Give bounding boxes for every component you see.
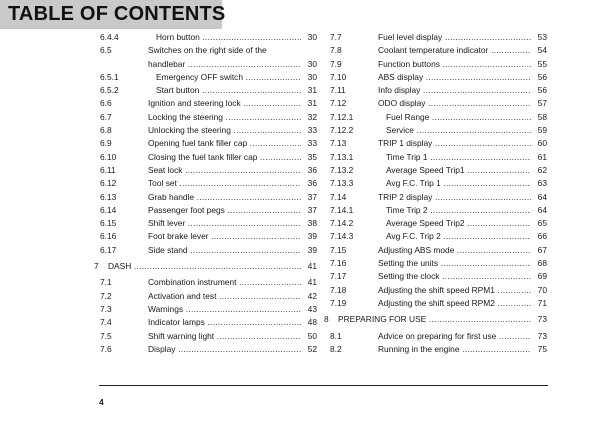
toc-entry[interactable]	[100, 230, 317, 243]
toc-entry-number: 7.13.2	[330, 164, 354, 175]
toc-entry-number: 7.12.1	[330, 111, 354, 122]
toc-entry-page: 41	[307, 276, 317, 289]
toc-entry-page: 31	[307, 84, 317, 97]
toc-entry[interactable]	[330, 31, 547, 44]
toc-entry-page: 68	[537, 257, 547, 270]
toc-entry-title: Time Trip 1 .....	[386, 151, 531, 164]
toc-entry-number: 6.7	[100, 111, 112, 122]
toc-entry-number: 7.14	[330, 191, 347, 202]
toc-entry-number: 6.5.1	[100, 71, 119, 82]
toc-entry-number: 7.18	[330, 284, 347, 295]
toc-entry-number: 7.16	[330, 258, 347, 269]
toc-entry[interactable]	[330, 191, 547, 204]
toc-entry-number: 8	[324, 314, 329, 325]
toc-entry-number: 7.10	[330, 71, 347, 82]
toc-entry-title: Horn button .....	[156, 31, 301, 44]
toc-column-left	[94, 31, 317, 356]
toc-entry-page: 41	[307, 260, 317, 273]
toc-entry[interactable]	[330, 84, 547, 97]
toc-entry[interactable]	[100, 44, 317, 57]
toc-entry[interactable]	[100, 244, 317, 257]
toc-entry[interactable]	[100, 343, 317, 356]
toc-entry-number: 7.5	[100, 330, 112, 341]
toc-entry[interactable]	[330, 257, 547, 270]
toc-entry-number: 6.4.4	[100, 32, 119, 42]
toc-entry[interactable]	[330, 97, 547, 110]
toc-entry-number: 7.3	[100, 303, 112, 314]
toc-entry-title: Tool set .....	[148, 177, 301, 190]
toc-entry[interactable]	[100, 151, 317, 164]
toc-entry-number: 6.10	[100, 151, 117, 162]
toc-entry[interactable]	[100, 111, 317, 124]
toc-entry-number: 7.14.2	[330, 218, 354, 229]
toc-entry-page: 56	[537, 71, 547, 84]
toc-entry-page: 39	[307, 244, 317, 257]
toc-entry-number: 6.13	[100, 191, 117, 202]
toc-entry-title: Adjusting the shift speed RPM1 .....	[378, 284, 531, 297]
page-number: 4	[99, 397, 104, 407]
toc-entry-number: 8.2	[330, 343, 342, 354]
toc-entry-page: 61	[537, 151, 547, 164]
toc-entry-page: 36	[307, 164, 317, 177]
toc-entry-number: 7.9	[330, 58, 342, 69]
toc-entry-number: 6.6	[100, 98, 112, 109]
toc-entry[interactable]	[100, 303, 317, 316]
toc-entry[interactable]	[100, 191, 317, 204]
toc-entry-number: 7.14.1	[330, 204, 354, 215]
toc-entry-number: 7.12.2	[330, 125, 354, 136]
toc-entry-title: Grab handle .....	[148, 191, 301, 204]
toc-entry-page: 30	[307, 58, 317, 71]
toc-entry-title: Ignition and steering lock .....	[148, 97, 301, 110]
toc-entry[interactable]	[330, 330, 547, 343]
toc-entry-number: 6.11	[100, 164, 116, 175]
toc-entry-page: 30	[307, 31, 317, 44]
toc-entry-number: 7.19	[330, 297, 347, 308]
toc-entry[interactable]	[330, 297, 547, 310]
toc-entry[interactable]	[330, 44, 547, 57]
toc-column-right	[324, 31, 547, 356]
toc-entry-number: 6.14	[100, 204, 117, 215]
toc-entry[interactable]	[330, 244, 547, 257]
toc-entry-page: 63	[537, 177, 547, 190]
toc-entry-title: TRIP 1 display .....	[378, 137, 531, 150]
toc-entry-title: Info display .....	[378, 84, 531, 97]
toc-entry-title: TRIP 2 display .....	[378, 191, 531, 204]
toc-entry-page: 39	[307, 230, 317, 243]
toc-entry-title: Adjusting the shift speed RPM2 .....	[378, 297, 531, 310]
toc-entry-number: 6.12	[100, 178, 117, 189]
toc-entry-page: 67	[537, 244, 547, 257]
toc-entry[interactable]	[330, 137, 547, 150]
toc-entry[interactable]	[330, 284, 547, 297]
toc-entry-title: Fuel level display .....	[378, 31, 531, 44]
toc-entry[interactable]	[330, 270, 547, 283]
toc-entry-number: 6.5.2	[100, 85, 119, 96]
toc-entry-page: 31	[307, 97, 317, 110]
toc-entry-number: 8.1	[330, 330, 342, 341]
toc-entry-page: 32	[307, 111, 317, 124]
toc-entry-title: Shift lever .....	[148, 217, 301, 230]
toc-entry-page: 55	[537, 58, 547, 71]
toc-entry-page: 38	[307, 217, 317, 230]
toc-entry-title: ABS display .....	[378, 71, 531, 84]
toc-entry-title: Coolant temperature indicator .....	[378, 44, 531, 57]
toc-entry-page: 70	[537, 284, 547, 297]
toc-entry-page: 30	[307, 71, 317, 84]
toc-entry-page: 33	[307, 137, 317, 150]
toc-entry[interactable]	[330, 230, 547, 243]
toc-entry-page: 50	[307, 330, 317, 343]
toc-entry[interactable]	[330, 124, 547, 137]
toc-entry-title: Shift warning light .....	[148, 330, 301, 343]
toc-entry-title: Closing the fuel tank filler cap .....	[148, 151, 301, 164]
toc-entry-number: 7.17	[330, 271, 347, 282]
toc-entry-title: Average Speed Trip1 .....	[386, 164, 531, 177]
toc-entry[interactable]	[100, 330, 317, 343]
toc-entry-title: Function buttons .....	[378, 58, 531, 71]
toc-entry[interactable]	[100, 290, 317, 303]
toc-entry[interactable]	[330, 151, 547, 164]
toc-entry-title: Opening fuel tank filler cap .....	[148, 137, 301, 150]
page-title: TABLE OF CONTENTS	[8, 3, 226, 25]
toc-entry-number: 7.15	[330, 244, 347, 255]
toc-entry-title: Running in the engine .....	[378, 343, 531, 356]
toc-entry-title: Average Speed Trip2 .....	[386, 217, 531, 230]
toc-entry-page: 73	[537, 313, 547, 326]
toc-entry-number: 7.8	[330, 45, 342, 56]
toc-entry-page: 48	[307, 316, 317, 329]
toc-entry[interactable]	[330, 343, 547, 356]
toc-entry-page: 52	[307, 343, 317, 356]
toc-entry-page: 69	[537, 270, 547, 283]
toc-entry-title: Seat lock .....	[148, 164, 301, 177]
toc-entry-number: 7.14.3	[330, 231, 354, 242]
toc-entry[interactable]	[330, 177, 547, 190]
toc-entry-title: PREPARING FOR USE .....	[338, 313, 531, 326]
title-banner	[0, 0, 226, 29]
toc-entry-number: 6.15	[100, 218, 117, 229]
toc-entry-title: Start button .....	[156, 84, 301, 97]
toc-entry-title: Adjusting ABS mode .....	[378, 244, 531, 257]
toc-entry[interactable]	[330, 164, 547, 177]
toc-entry-number: 7.13.1	[330, 151, 354, 162]
toc-entry[interactable]	[100, 31, 317, 44]
toc-entry-number: 7.13	[330, 138, 347, 149]
toc-entry[interactable]	[330, 58, 547, 71]
toc-entry-title: Service .....	[386, 124, 531, 137]
toc-entry-page: 66	[537, 230, 547, 243]
toc-entry-title: DASH .....	[108, 260, 301, 273]
toc-entry-number: 6.17	[100, 244, 117, 255]
toc-entry-number: 6.16	[100, 231, 117, 242]
toc-entry[interactable]	[100, 137, 317, 150]
toc-entry[interactable]	[100, 71, 317, 84]
toc-entry[interactable]	[330, 217, 547, 230]
toc-entry-title: Unlocking the steering .....	[148, 124, 301, 137]
toc-entry-title: Avg F.C. Trip 1 .....	[386, 177, 531, 190]
toc-entry[interactable]	[330, 71, 547, 84]
toc-entry-page: 58	[537, 111, 547, 124]
toc-entry[interactable]	[100, 276, 317, 289]
toc-entry-number: 7.6	[100, 343, 112, 354]
toc-entry-page: 71	[537, 297, 547, 310]
toc-entry-title: ODO display .....	[378, 97, 531, 110]
toc-entry[interactable]	[100, 316, 317, 329]
toc-entry-page: 42	[307, 290, 317, 303]
toc-entry-page: 59	[537, 124, 547, 137]
toc-entry-number: 7.2	[100, 290, 112, 301]
toc-entry-title: Side stand .....	[148, 244, 301, 257]
toc-entry-page: 56	[537, 84, 547, 97]
toc-entry[interactable]	[100, 124, 317, 137]
toc-entry-page: 57	[537, 97, 547, 110]
toc-entry[interactable]	[330, 111, 547, 124]
toc-entry-title: Fuel Range .....	[386, 111, 531, 124]
toc-entry-number: 6.5	[100, 45, 112, 56]
toc-entry-page: 53	[537, 31, 547, 44]
toc-entry-page: 65	[537, 217, 547, 230]
toc-entry-continuation[interactable]	[100, 58, 317, 71]
toc-entry-title: Time Trip 2 .....	[386, 204, 531, 217]
toc-entry-number: 7.4	[100, 317, 112, 328]
toc-entry-title: Activation and test .....	[148, 290, 301, 303]
toc-entry-title: Switches on the right side of the	[148, 45, 267, 56]
toc-entry-page: 60	[537, 137, 547, 150]
toc-entry-title: Passenger foot pegs .....	[148, 204, 301, 217]
toc-entry[interactable]	[100, 217, 317, 230]
toc-entry-title: Emergency OFF switch .....	[156, 71, 301, 84]
toc-entry-page: 43	[307, 303, 317, 316]
toc-entry-number: 7	[94, 261, 99, 272]
toc-entry-number: 7.13.3	[330, 178, 354, 189]
toc-entry[interactable]	[100, 84, 317, 97]
toc-entry-page: 35	[307, 151, 317, 164]
toc-entry-page: 36	[307, 177, 317, 190]
toc-entry-page: 54	[537, 44, 547, 57]
toc-entry-page: 62	[537, 164, 547, 177]
toc-entry-title: Setting the units .....	[378, 257, 531, 270]
toc-entry[interactable]	[100, 204, 317, 217]
toc-entry-title: Avg F.C. Trip 2 .....	[386, 230, 531, 243]
toc-entry-title: Foot brake lever .....	[148, 230, 301, 243]
toc-entry-page: 64	[537, 204, 547, 217]
toc-entry-title: handlebar .....	[148, 58, 301, 71]
toc-entry-page: 37	[307, 204, 317, 217]
toc-entry-title: Setting the clock .....	[378, 270, 531, 283]
toc-entry-title: Display .....	[148, 343, 301, 356]
toc-entry-page: 64	[537, 191, 547, 204]
toc-entry-title: Combination instrument .....	[148, 276, 301, 289]
toc-entry-number: 7.7	[330, 32, 342, 42]
toc-entry-title: Indicator lamps .....	[148, 316, 301, 329]
toc-entry-number: 6.8	[100, 125, 112, 136]
toc-entry-page: 75	[537, 343, 547, 356]
toc-entry[interactable]	[94, 260, 317, 273]
toc-entry-number: 6.9	[100, 138, 112, 149]
toc-entry-page: 37	[307, 191, 317, 204]
footer-divider	[99, 385, 548, 386]
toc-entry-title: Advice on preparing for first use .....	[378, 330, 531, 343]
toc-entry-title: Locking the steering .....	[148, 111, 301, 124]
toc-entry[interactable]	[330, 204, 547, 217]
toc-entry-number: 7.11	[330, 85, 346, 96]
toc-entry[interactable]	[100, 177, 317, 190]
toc-entry-number: 7.12	[330, 98, 347, 109]
toc-entry-number: 7.1	[100, 277, 112, 288]
toc-entry-page: 73	[537, 330, 547, 343]
toc-entry-page: 33	[307, 124, 317, 137]
toc-entry[interactable]	[324, 313, 547, 326]
toc-entry[interactable]	[100, 164, 317, 177]
toc-entry[interactable]	[100, 97, 317, 110]
toc-entry-title: Warnings .....	[148, 303, 301, 316]
